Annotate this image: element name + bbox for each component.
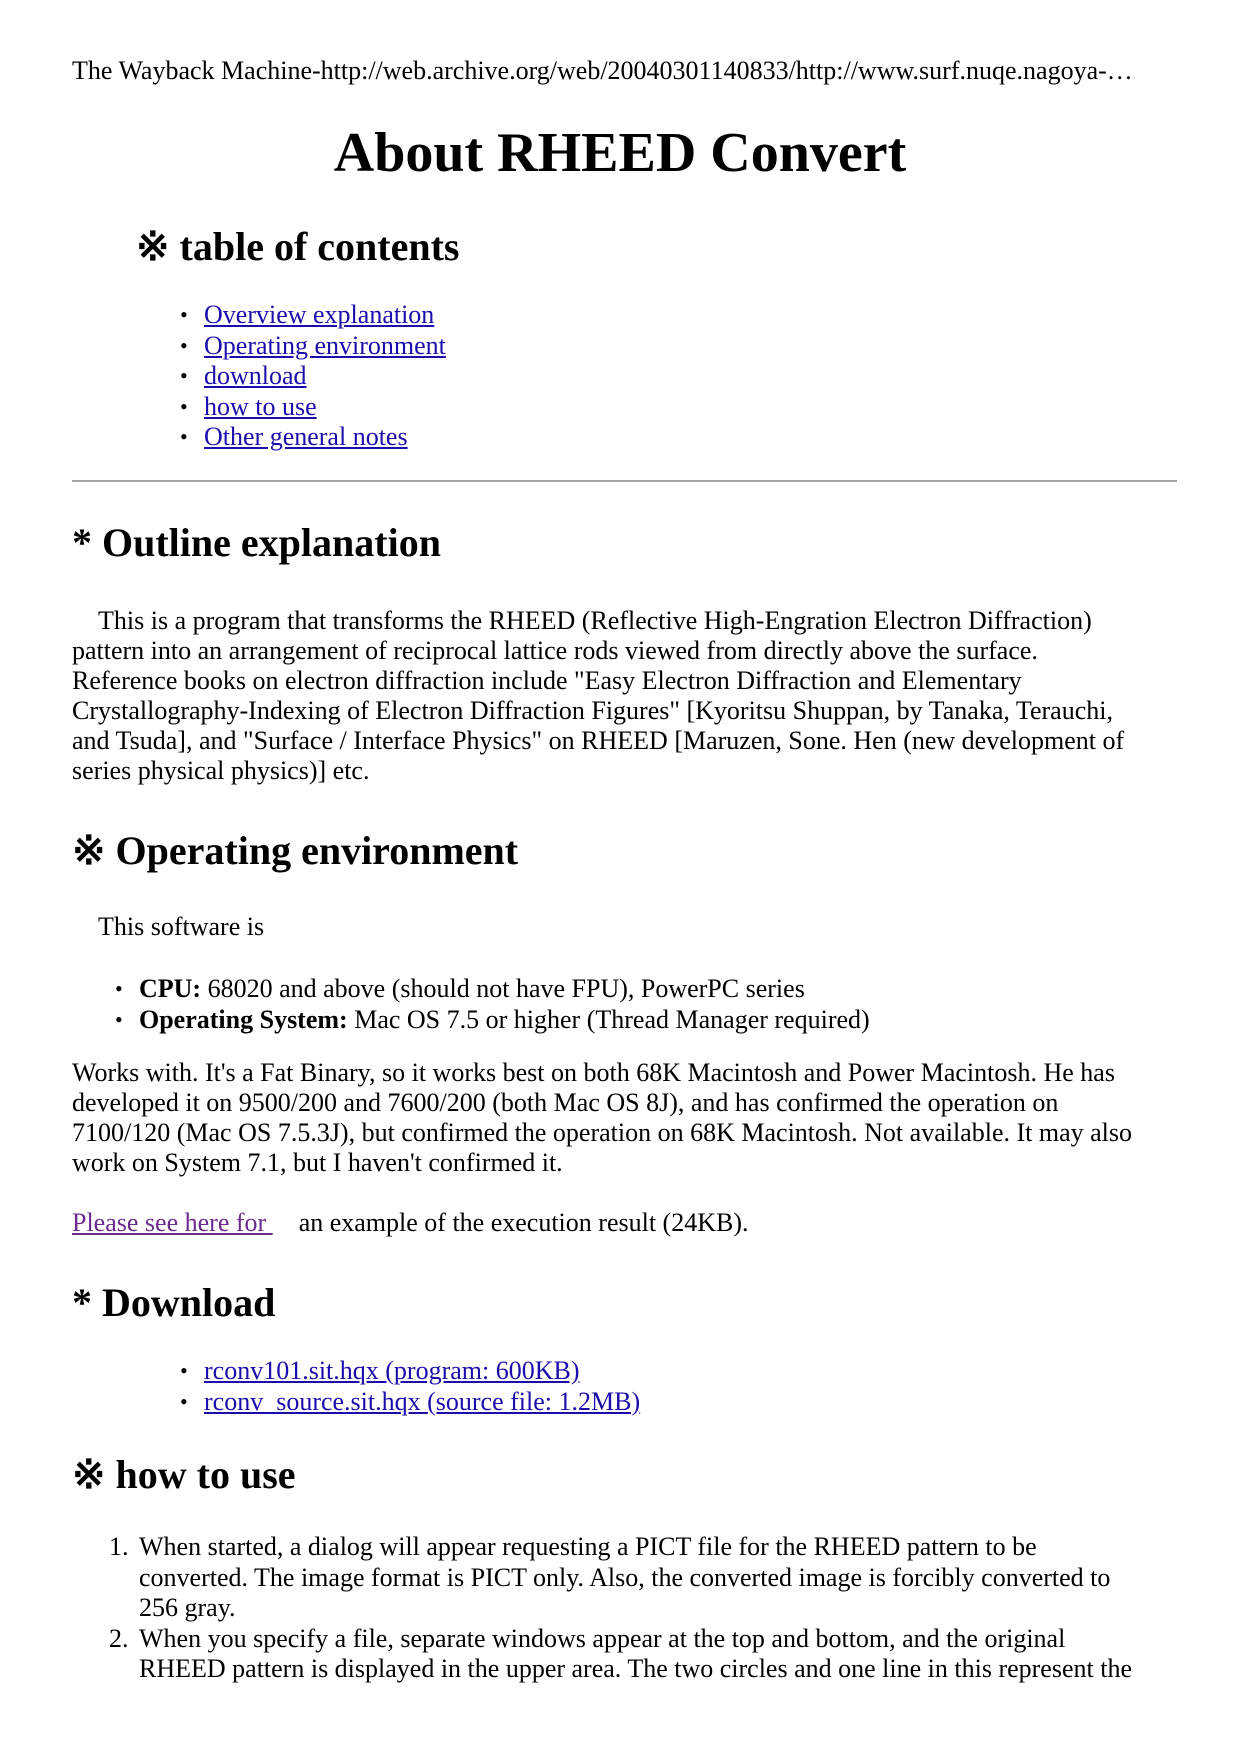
- toc-link-environment[interactable]: Operating environment: [204, 330, 446, 360]
- toc-item: [180, 422, 446, 453]
- page-title: About RHEED Convert: [333, 122, 907, 184]
- download-item: [180, 1356, 640, 1387]
- environment-list: [115, 974, 870, 1035]
- archive-url-header: The Wayback Machine-http://web.archive.org/web/20040301140833/http://www.surf.nuqe.nagoya-…: [72, 56, 1133, 85]
- outline-paragraph: [72, 606, 1182, 786]
- toc-link-how-to-use[interactable]: how to use: [204, 391, 317, 421]
- bullet-icon: •: [180, 424, 188, 449]
- paragraph-line: Crystallography-Indexing of Electron Diffraction Figures" [Kyoritsu Shuppan, by Tanaka, Terauchi,: [72, 696, 1113, 725]
- env-item-os: [115, 1004, 870, 1036]
- example-link[interactable]: Please see here for: [72, 1208, 273, 1237]
- paragraph-line: pattern into an arrangement of reciprocal lattice rods viewed from directly above the surface.: [72, 636, 1038, 665]
- bullet-icon: •: [180, 393, 188, 419]
- toc-item: [180, 330, 446, 362]
- step-number: 1.: [109, 1532, 129, 1561]
- env-item-cpu: [115, 974, 870, 1005]
- how-to-use-heading: ※ how to use: [72, 1452, 296, 1497]
- horizontal-divider: [72, 480, 1177, 482]
- example-line: [72, 1208, 748, 1238]
- bullet-icon: •: [180, 1358, 188, 1383]
- toc-link-notes[interactable]: Other general notes: [204, 422, 408, 451]
- bullet-icon: •: [180, 332, 188, 358]
- paragraph-line: Works with. It's a Fat Binary, so it works best on both 68K Macintosh and Power Macintosh. He has: [72, 1058, 1115, 1087]
- bullet-icon: •: [115, 1006, 123, 1032]
- environment-paragraph: [72, 1058, 1182, 1178]
- paragraph-line: Reference books on electron diffraction include "Easy Electron Diffraction and Elementary: [72, 666, 1022, 695]
- toc-item: [180, 361, 446, 392]
- download-link-program[interactable]: rconv101.sit.hqx (program: 600KB): [204, 1356, 580, 1385]
- paragraph-line: developed it on 9500/200 and 7600/200 (both Mac OS 8J), and has confirmed the operation on: [72, 1088, 1059, 1117]
- bullet-icon: •: [115, 976, 123, 1001]
- env-label: CPU:: [139, 974, 202, 1003]
- toc-link-download[interactable]: download: [204, 361, 307, 390]
- step-item: [109, 1623, 1179, 1685]
- step-line: When you specify a file, separate windows appear at the top and bottom, and the original: [139, 1623, 1066, 1653]
- step-line: RHEED pattern is displayed in the upper area. The two circles and one line in this represent the: [139, 1654, 1132, 1683]
- download-link-source[interactable]: rconv_source.sit.hqx (source file: 1.2MB): [204, 1386, 641, 1416]
- step-number: 2.: [109, 1623, 129, 1653]
- env-text: Mac OS 7.5 or higher (Thread Manager required): [347, 1004, 870, 1034]
- toc-item: [180, 391, 446, 423]
- paragraph-line: and Tsuda], and "Surface / Interface Physics" on RHEED [Maruzen, Sone. Hen (new development of: [72, 726, 1125, 755]
- steps-list: [109, 1532, 1179, 1685]
- outline-heading: * Outline explanation: [72, 520, 441, 565]
- step-line: converted. The image format is PICT only. Also, the converted image is forcibly converted to: [139, 1562, 1111, 1592]
- step-item: [109, 1532, 1179, 1624]
- paragraph-line: series physical physics)] etc.: [72, 756, 370, 785]
- download-list: [180, 1356, 641, 1417]
- environment-heading: ※ Operating environment: [72, 828, 519, 873]
- paragraph-line: This is a program that transforms the RHEED (Reflective High-Engration Electron Diffraction): [98, 606, 1092, 635]
- bullet-icon: •: [180, 302, 188, 327]
- env-label: Operating System:: [139, 1004, 348, 1034]
- step-line: When started, a dialog will appear requesting a PICT file for the RHEED pattern to be: [139, 1532, 1037, 1561]
- paragraph-line: work on System 7.1, but I haven't confirmed it.: [72, 1148, 563, 1177]
- step-line: 256 gray.: [139, 1593, 236, 1622]
- toc-list: [180, 300, 446, 453]
- toc-heading: ※ table of contents: [136, 224, 460, 269]
- env-text: 68020 and above (should not have FPU), PowerPC series: [201, 974, 805, 1003]
- toc-item: [180, 300, 446, 331]
- bullet-icon: •: [180, 1388, 188, 1414]
- toc-link-overview[interactable]: Overview explanation: [204, 300, 435, 329]
- download-item: [180, 1386, 641, 1418]
- download-heading: * Download: [72, 1280, 276, 1325]
- environment-intro: This software is: [98, 912, 265, 941]
- paragraph-line: 7100/120 (Mac OS 7.5.3J), but confirmed the operation on 68K Macintosh. Not available. It may also: [72, 1118, 1133, 1147]
- example-text: an example of the execution result (24KB).: [298, 1208, 749, 1237]
- bullet-icon: •: [180, 363, 188, 388]
